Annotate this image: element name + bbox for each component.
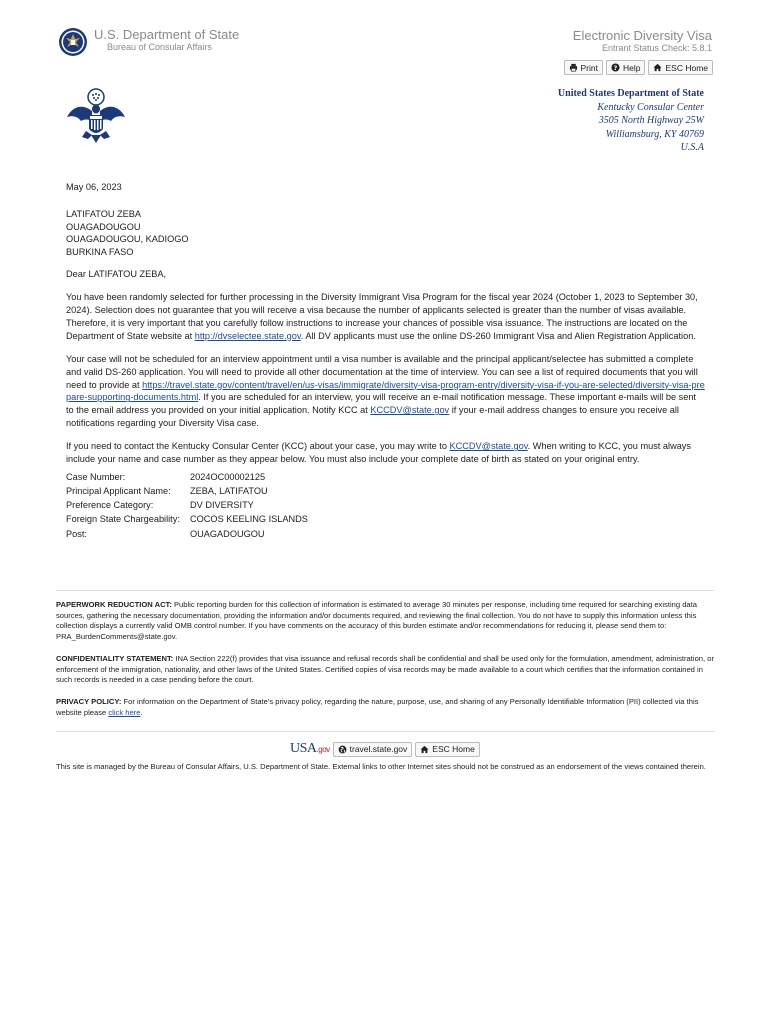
case-number-value: 2024OC00002125 xyxy=(190,471,266,482)
bureau-name: Bureau of Consular Affairs xyxy=(107,42,212,52)
paragraph-text: Your case will not be scheduled for an interview appointment until a visa number is available and the principal applicant/selectee has submitted a complete and valid DS-260 application. You will need to provide all other documentation at the time of interview. You can see a list of required documents that you will need to provide at xyxy=(66,353,698,390)
esc-home-label: ESC Home xyxy=(665,62,708,73)
footer-links xyxy=(290,741,480,757)
usagov-logo[interactable] xyxy=(290,741,330,757)
state-department-seal-icon xyxy=(58,27,88,57)
address-line: U.S.A xyxy=(680,142,704,154)
paragraph-selection xyxy=(66,291,706,342)
kccdv-email-link[interactable]: KCCDV@state.gov xyxy=(449,441,528,452)
printer-icon xyxy=(569,63,578,72)
footer-esc-home-label: ESC Home xyxy=(432,744,475,754)
paragraph-text: if your e-mail address changes to ensure you receive all notifications regarding your Diversity Visa case. xyxy=(66,405,679,428)
notice-title: PAPERWORK REDUCTION ACT: xyxy=(56,600,172,609)
address-org: United States Department of State xyxy=(557,88,704,99)
paragraph-text: . All DV applicants must use the online DS-260 Immigrant Visa and Alien Registration Application. xyxy=(300,330,696,341)
recipient-line: OUAGADOUGOU, KADIOGO xyxy=(66,234,189,245)
kcc-address xyxy=(558,87,704,155)
address-line: 3505 North Highway 25W xyxy=(598,115,704,127)
notice-text: . xyxy=(140,707,143,717)
divider xyxy=(56,590,714,591)
department-name: U.S. Department of State xyxy=(94,27,240,42)
confidentiality-statement xyxy=(56,654,714,686)
usagov-logo-suffix: .gov xyxy=(316,745,330,754)
svg-text:?: ? xyxy=(613,64,618,72)
travel-state-gov-button[interactable] xyxy=(333,742,413,757)
address-line: Kentucky Consular Center xyxy=(597,101,704,113)
notice-text: INA Section 222(f) provides that visa issuance and refusal records shall be confidential and shall be used only for the formulation, amendment, administration, or enforcement of the immigration, nationality, and other laws of the United States. Certified copies of visa records may be made available to a court which certifies that the information contained in such records is needed in a case pending before the court. xyxy=(56,654,714,685)
esc-home-button[interactable] xyxy=(648,60,713,75)
paragraph-contact xyxy=(66,440,706,466)
case-label: Principal Applicant Name: xyxy=(66,486,171,497)
paragraph-text: . If you are scheduled for an interview, you will receive an e-mail notification message. These important e-mails will be sent to the email address you provided on your initial application. Notify KCC at xyxy=(66,392,696,416)
paperwork-reduction-notice xyxy=(56,600,714,643)
privacy-click-here-link[interactable]: click here xyxy=(108,707,141,717)
paragraph-text: You have been randomly selected for further processing in the Diversity Immigrant Visa Program for the fiscal year 2024 (October 1, 2023 to September 30, 2024). Selection does not guarantee that you will receive a visa because the number of applicants selected is greater than the number of visas available. Therefore, it is very important that you carefully follow instructions to increase your chances of possible visa issuance. The instructions are located on the Department of State website at xyxy=(66,292,698,341)
travel-state-gov-label: travel.state.gov xyxy=(349,744,408,754)
table-row xyxy=(66,470,310,484)
letter-date: May 06, 2023 xyxy=(66,182,122,192)
recipient-line: BURKINA FASO xyxy=(66,247,134,258)
post-value: OUAGADOUGOU xyxy=(190,528,265,539)
paragraph-text: . When writing to KCC, you must always include your name and case number as they appear below. You must also include your complete date of birth as stated on your original entry. xyxy=(66,441,691,465)
case-details-table xyxy=(66,470,310,541)
selection-letter xyxy=(66,181,706,541)
notice-title: CONFIDENTIALITY STATEMENT: xyxy=(56,654,174,663)
notice-title: PRIVACY POLICY: xyxy=(56,697,122,706)
dvselectee-link[interactable]: http://dvselectee.state.gov xyxy=(194,330,301,341)
paragraph-interview xyxy=(66,353,706,430)
case-label: Case Number: xyxy=(66,471,126,482)
print-label: Print xyxy=(580,62,598,73)
supporting-documents-link[interactable]: https://travel.state.gov/content/travel/en/us-visas/immigrate/diversity-visa-program-entry/diversity-visa-if-you-are-selected/diversity-visa-prepare-supporting-documents.html xyxy=(66,379,705,403)
question-circle-icon xyxy=(611,63,620,72)
app-title: Electronic Diversity Visa xyxy=(572,28,712,43)
great-seal-eagle-icon xyxy=(66,87,126,147)
preference-category-value: DV DIVERSITY xyxy=(190,500,254,511)
kccdv-email-link[interactable]: KCCDV@state.gov xyxy=(370,405,450,416)
usagov-logo-text: USA xyxy=(290,741,317,756)
case-label: Post: xyxy=(66,528,87,539)
home-icon xyxy=(420,745,429,754)
case-label: Preference Category: xyxy=(66,500,154,511)
paragraph-text: If you need to contact the Kentucky Consular Center (KCC) about your case, you may write to xyxy=(66,441,450,452)
table-row xyxy=(66,527,310,541)
table-row xyxy=(66,484,310,498)
help-button[interactable] xyxy=(606,60,645,75)
app-version: Entrant Status Check: 5.8.1 xyxy=(601,43,712,53)
notice-text: Public reporting burden for this collection of information is estimated to average 30 minutes per response, including time required for searching existing data sources, gathering the necessary documentation, providing the information and/or documents required, and reviewing the final collection. You do not have to supply this information unless this collection displays a currently valid OMB control number. If you have comments on the accuracy of this burden estimate and/or recommendations for reducing it, please send them to: PRA_BurdenComments@state.gov. xyxy=(56,600,697,642)
chargeability-value: COCOS KEELING ISLANDS xyxy=(190,514,308,525)
table-row xyxy=(66,498,310,512)
footer-esc-home-button[interactable] xyxy=(415,742,480,757)
case-label: Foreign State Chargeability: xyxy=(66,514,180,525)
toolbar xyxy=(564,60,713,75)
globe-icon xyxy=(338,745,347,754)
salutation: Dear LATIFATOU ZEBA, xyxy=(66,268,167,279)
address-line: Williamsburg, KY 40769 xyxy=(605,128,704,140)
help-label: Help xyxy=(623,62,641,73)
applicant-name-value: ZEBA, LATIFATOU xyxy=(190,486,268,497)
site-disclaimer: This site is managed by the Bureau of Consular Affairs, U.S. Department of State. External links to other Internet sites should not be construed as an endorsement of the views contained therein. xyxy=(56,762,706,771)
table-row xyxy=(66,512,310,526)
recipient-line: OUAGADOUGOU xyxy=(66,221,141,232)
recipient-line: LATIFATOU ZEBA xyxy=(66,208,142,219)
page-header xyxy=(0,0,768,80)
notice-text: For information on the Department of State's privacy policy, regarding the nature, purpose, use, and sharing of any Personally Identifiable Information (PII) collected via this website please xyxy=(56,697,699,717)
home-icon xyxy=(653,63,662,72)
recipient-address xyxy=(66,208,706,259)
privacy-policy xyxy=(56,697,714,718)
divider xyxy=(56,731,714,732)
print-button[interactable] xyxy=(564,60,603,75)
